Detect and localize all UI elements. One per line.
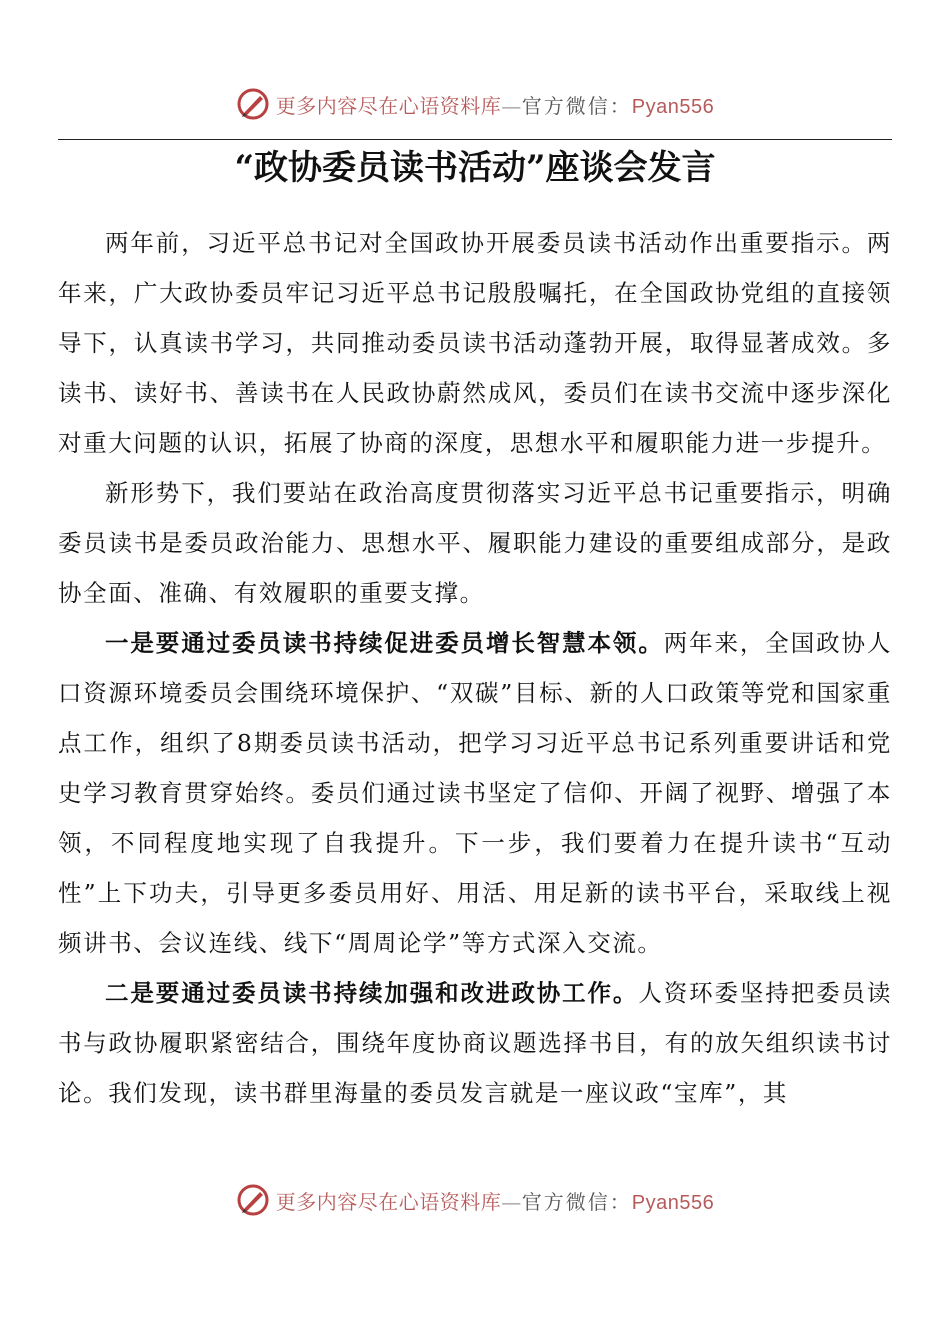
banner-separator: — xyxy=(501,93,522,118)
pen-logo-icon xyxy=(236,1183,270,1217)
paragraph: 一是要通过委员读书持续促进委员增长智慧本领。两年来，全国政协人口资源环境委员会围绕环境保护、“双碳”目标、新的人口政策等党和国家重点工作，组织了8期委员读书活动，把学习习近平总书记系列重要讲话和党史学习教育贯穿始终。委员们通过读书坚定了信仰、开阔了视野、增强了本领，不同程度地实现了自我提升。下一步，我们要着力在提升读书“互动性”上下功夫，引导更多委员用好、用活、用足新的读书平台，采取线上视频讲书、会议连线、线下“周周论学”等方式深入交流。 xyxy=(58,629,892,957)
pen-logo-icon xyxy=(236,87,270,121)
paragraph: 两年前，习近平总书记对全国政协开展委员读书活动作出重要指示。两年来，广大政协委员牢记习近平总书记殷殷嘱托，在全国政协党组的直接领导下，认真读书学习，共同推动委员读书活动蓬勃开展，取得显著成效。多读书、读好书、善读书在人民政协蔚然成风，委员们在读书交流中逐步深化对重大问题的认识，拓展了协商的深度，思想水平和履职能力进一步提升。 xyxy=(58,229,892,457)
paragraph-lead: 二是要通过委员读书持续加强和改进政协工作。 xyxy=(105,979,639,1007)
banner-text: 更多内容尽在心语资料库 xyxy=(275,93,502,118)
wechat-label: 官方微信： xyxy=(521,1191,632,1214)
banner-separator: — xyxy=(501,1189,522,1214)
footer-banner xyxy=(0,1180,950,1220)
header-banner xyxy=(0,84,950,124)
paragraph: 新形势下，我们要站在政治高度贯彻落实习近平总书记重要指示，明确委员读书是委员政治能力、思想水平、履职能力建设的重要组成部分，是政协全面、准确、有效履职的重要支撑。 xyxy=(58,479,892,607)
document-title: “政协委员读书活动”座谈会发言 xyxy=(234,148,716,188)
document-body xyxy=(58,218,892,1118)
wechat-id: Pyan556 xyxy=(631,1191,715,1214)
header-divider xyxy=(58,139,892,140)
wechat-label: 官方微信： xyxy=(521,95,632,118)
paragraph: 二是要通过委员读书持续加强和改进政协工作。人资环委坚持把委员读书与政协履职紧密结合，围绕年度协商议题选择书目，有的放矢组织读书讨论。我们发现，读书群里海量的委员发言就是一座议政“宝库”，其 xyxy=(58,979,892,1107)
paragraph-lead: 一是要通过委员读书持续促进委员增长智慧本领。 xyxy=(105,629,664,657)
banner-text: 更多内容尽在心语资料库 xyxy=(275,1189,502,1214)
wechat-id: Pyan556 xyxy=(631,95,715,118)
